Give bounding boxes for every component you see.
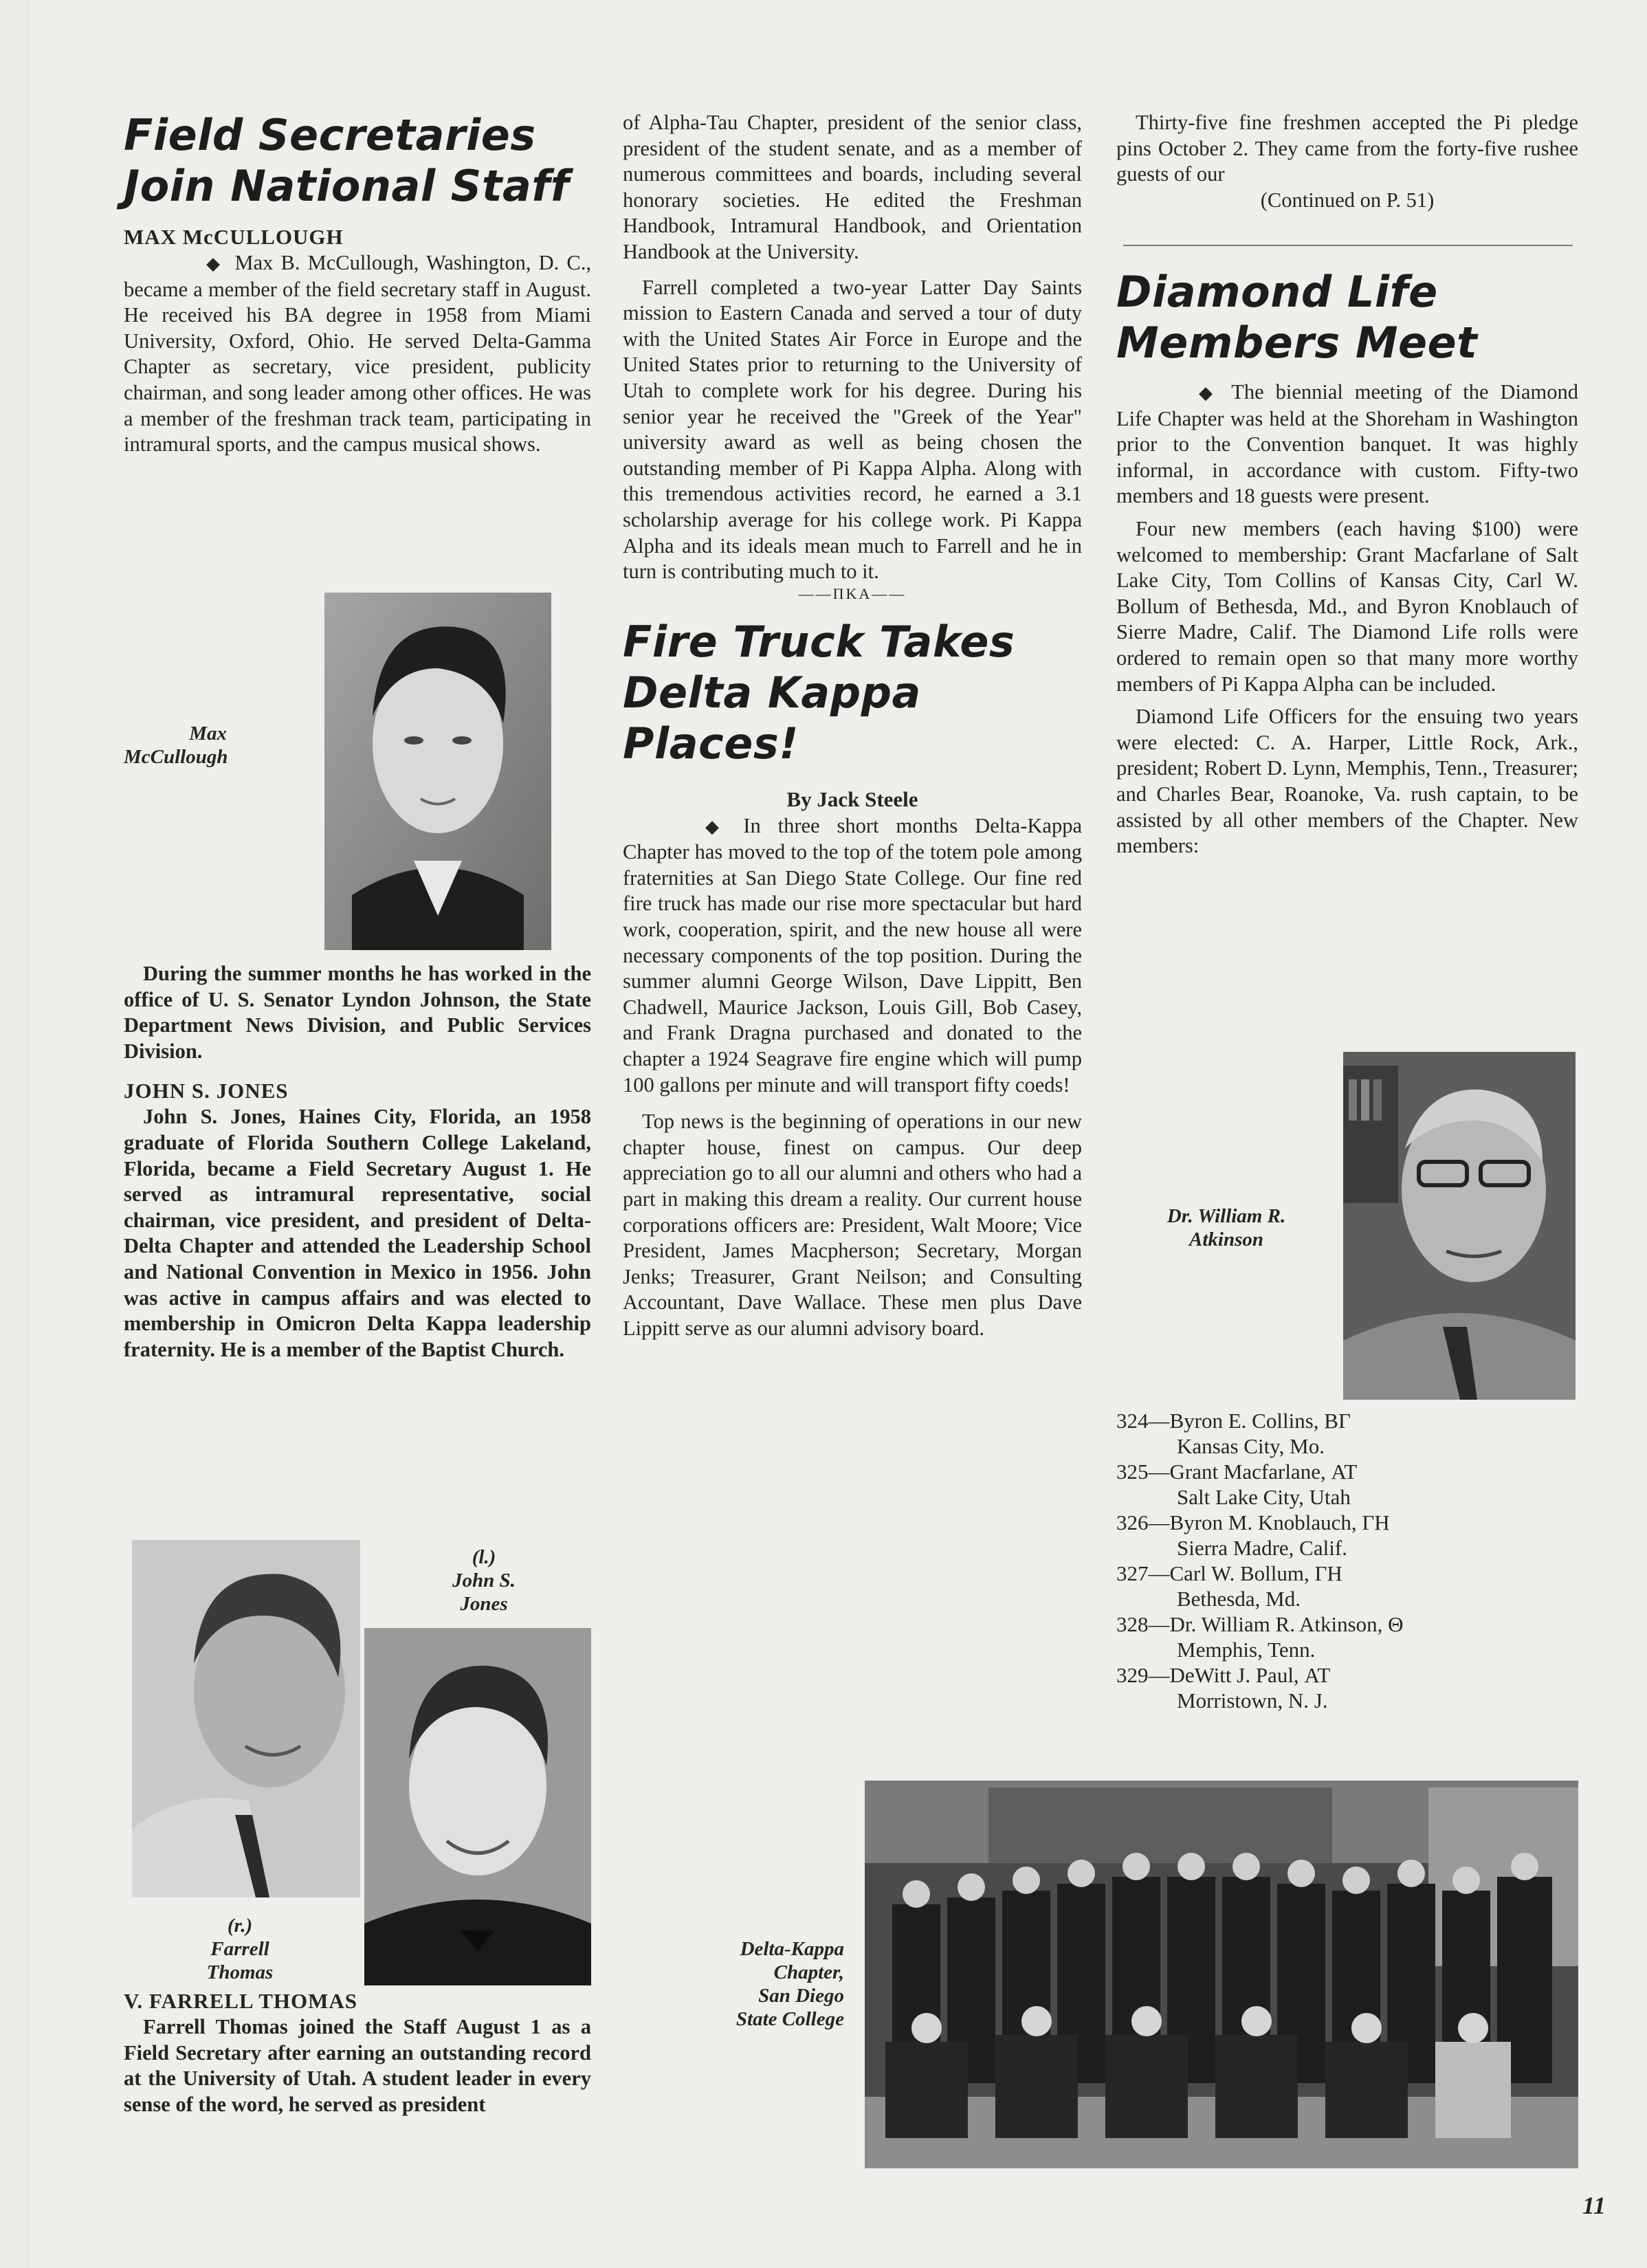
column-1 <box>124 110 591 458</box>
paragraph-text: Max B. McCullough, Washington, D. C., became a member of the field secretary staff in August. He received his BA degree in 1958 from Miami University, Oxford, Ohio. He served Delta-Gamma Chapter as secretary, vice president, publicity chairman, and song leader among other offices. He was a member of the freshman track team, participating in intramural sports, and the campus musical shows. <box>124 251 591 456</box>
member-entry <box>1116 1459 1578 1510</box>
diamond-icon: ◆ <box>1199 383 1219 403</box>
group-photo-caption <box>670 1937 844 2031</box>
fire-truck-headline <box>623 617 1082 769</box>
member-line: Memphis, Tenn. <box>1177 1638 1316 1662</box>
new-members-list-container <box>1116 1408 1578 1713</box>
diamond-icon: ◆ <box>206 254 223 274</box>
headline-line: Members Meet <box>1116 318 1478 368</box>
farrell-continued-paragraph: of Alpha-Tau Chapter, president of the senior class, president of the student senate, and as a member of numerous committees and boards, including several honorary societies. He edited the Freshman Handbook, Intramural Handbook, and Orientation Handbook at the University. <box>623 111 1082 263</box>
caption-line: Farrell <box>210 1938 269 1960</box>
delta-kappa-group-photo <box>865 1781 1578 2168</box>
caption-line: Atkinson <box>1189 1229 1263 1251</box>
member-line: Salt Lake City, Utah <box>1177 1485 1351 1509</box>
column-3 <box>1116 110 1578 213</box>
caption-line: (r.) <box>227 1915 253 1937</box>
john-jones-subhead: JOHN S. JONES <box>124 1079 289 1103</box>
member-entry <box>1116 1561 1578 1611</box>
headline-line: Diamond Life <box>1116 267 1438 317</box>
diamond-life-headline <box>1116 267 1578 368</box>
caption-line: San Diego <box>758 1985 844 2007</box>
caption-line: McCullough <box>124 746 228 768</box>
john-jones-paragraph: John S. Jones, Haines City, Florida, an 1958 graduate of Florida Southern College Lakeland, Florida, became a Field Secretary August 1. He served as intramural representative, social chairman, vice president, and president of Delta-Delta Chapter and attended the Leadership School and National Convention in Mexico in 1956. John was active in campus affairs and was elected to membership in Omicron Delta Kappa leadership fraternity. He is a member of the Baptist Church. <box>124 1105 591 1361</box>
caption-line: (l.) <box>472 1546 496 1568</box>
headline-line: Join National Staff <box>124 161 570 211</box>
diamond-icon: ◆ <box>705 816 731 837</box>
member-entry <box>1116 1510 1578 1561</box>
fire-truck-byline: By Jack Steele <box>786 786 918 811</box>
farrell-thomas-paragraph: Farrell Thomas joined the Staff August 1 as a Field Secretary after earning an outstanding record at the University of Utah. A student leader in every sense of the word, he served as president <box>124 2015 591 2116</box>
paragraph-text: In three short months Delta-Kappa Chapter has moved to the top of the totem pole among fraternities at San Diego State College. Our fine red fire truck has made our rise more spectacular but hard work, cooperation, spirit, and the new house all were necessary components of the top position. During the summer alumni George Wilson, Dave Lippitt, Ben Chadwell, Maurice Jackson, Louis Gill, Bob Casey, and Frank Dragna purchased and donated to the chapter a 1924 Seagrave fire engine which will pump 100 gallons per minute and will transport fifty coeds! <box>623 813 1082 1097</box>
member-line: Sierra Madre, Calif. <box>1177 1536 1347 1560</box>
portrait-image <box>132 1540 360 1897</box>
group-image <box>865 1781 1578 2168</box>
farrell-thomas-section <box>124 1988 591 2117</box>
atkinson-caption <box>1123 1204 1329 1251</box>
column-2 <box>623 110 1082 1342</box>
atkinson-portrait <box>1343 1052 1576 1400</box>
officers-paragraph: Diamond Life Officers for the ensuing two years were elected: C. A. Harper, Little Rock, Ark., president; Robert D. Lynn, Memphis, Tenn., Treasurer; and Charles Bear, Roanoke, Va. rush captain, to be assisted by all other members of the Chapter. New members: <box>1116 705 1578 858</box>
max-mccullough-subhead: MAX McCULLOUGH <box>124 225 344 249</box>
caption-line: John S. <box>452 1570 516 1592</box>
member-entry <box>1116 1408 1578 1459</box>
caption-line: Max <box>189 723 227 745</box>
paragraph-text: The biennial meeting of the Diamond Life Chapter was held at the Shoreham in Washington prior to the Convention banquet. It was highly informal, in accordance with custom. Fifty-two members and 18 guests were present. <box>1116 380 1578 508</box>
headline-line: Fire Truck Takes <box>623 616 1015 667</box>
separator-letters: ΠKA <box>832 584 872 602</box>
diamond-life-paragraph <box>1116 379 1578 509</box>
farrell-thomas-caption <box>188 1914 291 1984</box>
caption-line: Chapter, <box>773 1961 844 1983</box>
chapter-house-paragraph: Top news is the beginning of operations in our new chapter house, finest on campus. Our deep appreciation go to all our alumni and others who had a part in making this dream a reality. Our current house corporations officers are: President, Walt Moore; Vice President, James Macpherson; Secretary, Morgan Jenks; Treasurer, Grant Neilson; and Consulting Accountant, Dave Wallace. These men plus Dave Lippitt serve as our alumni advisory board. <box>623 1110 1082 1340</box>
portrait-image <box>1343 1052 1576 1400</box>
farrell-thomas-portrait <box>132 1540 360 1897</box>
max-mccullough-continued <box>124 961 591 1363</box>
member-line: Kansas City, Mo. <box>1177 1434 1325 1458</box>
diamond-life-section <box>1116 267 1578 859</box>
max-mccullough-portrait <box>324 593 551 950</box>
continued-note: (Continued on P. 51) <box>1260 188 1435 212</box>
new-members-paragraph: Four new members (each having $100) were welcomed to membership: Grant Macfarlane of Salt Lake City, Tom Collins of Kansas City, Carl W. Bollum of Bethesda, Md., and Byron Knoblauch of Sierre Madre, Calif. The Diamond Life rolls were ordered to remain open so that many more worthy members of Pi Kappa Alpha can be included. <box>1116 516 1578 696</box>
max-mccullough-paragraph <box>124 250 591 458</box>
caption-line: Dr. William R. <box>1167 1205 1286 1227</box>
farrell-mission-paragraph: Farrell completed a two-year Latter Day Saints mission to Eastern Canada and served a tour of duty with the United States Air Force in Europe and the United States prior to returning to the University of Utah to complete work for his degree. During his senior year he received the "Greek of the Year" university award as well as being chosen the outstanding member of Pi Kappa Alpha. Along with this tremendous activities record, he earned a 3.1 scholarship average for his college work. Pi Kappa Alpha and its ideals mean much to Farrell and he in turn is contributing much to it. <box>623 275 1082 584</box>
magazine-page <box>30 0 1647 2268</box>
caption-line: Jones <box>460 1593 508 1615</box>
caption-line: Thomas <box>206 1961 274 1983</box>
freshmen-paragraph: Thirty-five fine freshmen accepted the Pi pledge pins October 2. They came from the forty-five rushee guests of our <box>1116 111 1578 186</box>
member-line: 326—Byron M. Knoblauch, ΓΗ <box>1116 1510 1390 1534</box>
max-mccullough-summer-paragraph: During the summer months he has worked in the office of U. S. Senator Lyndon Johnson, the State Department News Division, and Public Services Division. <box>124 962 591 1063</box>
portrait-image <box>324 593 551 950</box>
max-mccullough-caption <box>124 722 227 769</box>
farrell-thomas-subhead: V. FARRELL THOMAS <box>124 1989 357 2013</box>
caption-line: Delta-Kappa <box>740 1938 844 1960</box>
member-line: Morristown, N. J. <box>1177 1688 1328 1713</box>
headline-line: Field Secretaries <box>124 110 536 160</box>
member-line: 324—Byron E. Collins, ΒΓ <box>1116 1409 1351 1433</box>
member-line: 327—Carl W. Bollum, ΓΗ <box>1116 1561 1342 1585</box>
member-entry <box>1116 1611 1578 1662</box>
member-line: 325—Grant Macfarlane, ΑΤ <box>1116 1460 1358 1484</box>
headline-line: Delta Kappa Places! <box>623 667 921 769</box>
fire-truck-paragraph <box>623 813 1082 1099</box>
john-jones-caption <box>415 1545 553 1616</box>
member-line: 328—Dr. William R. Atkinson, Θ <box>1116 1612 1404 1636</box>
pi-kappa-alpha-separator: ——ΠKA—— <box>798 584 907 602</box>
member-line: 329—DeWitt J. Paul, ΑΤ <box>1116 1663 1331 1687</box>
john-jones-portrait <box>364 1628 591 1985</box>
page-number: 11 <box>1582 2192 1606 2219</box>
portrait-image <box>364 1628 591 1985</box>
caption-line: State College <box>736 2008 844 2030</box>
member-entry <box>1116 1662 1578 1713</box>
member-line: Bethesda, Md. <box>1177 1587 1301 1611</box>
new-members-list <box>1116 1408 1578 1713</box>
field-secretaries-headline <box>124 110 591 212</box>
section-divider <box>1123 245 1573 246</box>
